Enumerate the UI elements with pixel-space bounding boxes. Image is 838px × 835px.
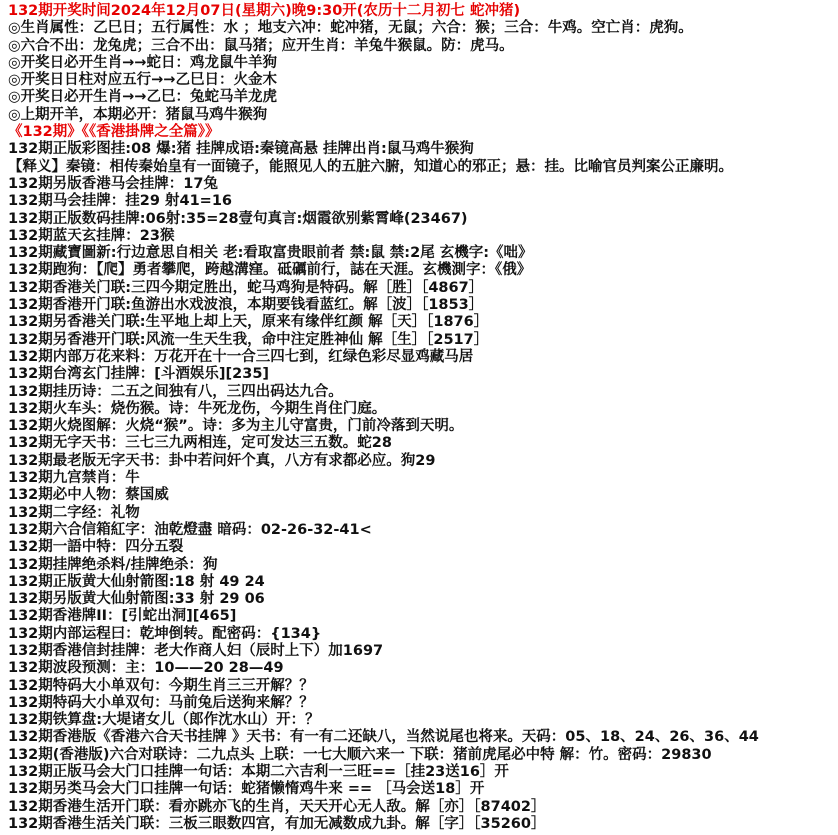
text-line: 132期内部运程曰：乾坤倒转。配密码：{134}	[8, 625, 322, 642]
text-line: 132期铁算盘:大堤诸女儿（郎作沈水山）开：？	[8, 712, 320, 729]
text-line: 【释义】秦镜：相传秦始皇有一面镜子，能照见人的五脏六腑，知道心的邪正；悬：挂。比喻官员判案公正廉明。	[8, 158, 733, 175]
text-line: 132期无字天书：三七三九两相连，定可发达三五数。蛇28	[8, 435, 392, 452]
text-line: 132期波段预测：主：10——20 28—49	[8, 660, 284, 677]
text-line: 132期挂历诗：二五之间独有八，三四出码达九合。	[8, 383, 343, 400]
text-line: 132期正版数码挂牌:06射:35=28壹句真言:烟霞欲别紫霄峰(23467)	[8, 210, 468, 227]
text-line: 132期正版彩图挂:08 爆:猪 挂牌成语:秦镜高悬 挂牌出肖:鼠马鸡牛猴狗	[8, 141, 474, 158]
text-line: 132期正版马会大门口挂牌一句话：本期二六吉利一三旺==［挂23送16］开	[8, 764, 509, 781]
must-open-zodiac-line: ◎开奖日必开生肖→→蛇日：鸡龙鼠牛羊狗	[8, 54, 277, 71]
text-line: 132期九宫禁肖：牛	[8, 470, 140, 487]
text-line: 132期香港关门联:三四今期定胜出，蛇马鸡狗是特码。解［胜］［4867］	[8, 279, 484, 296]
text-line: 132期香港版《香港六合天书挂牌 》天书：有一有二还缺八，当然说尾也将来。天码：05、18、24、26、36、44	[8, 729, 759, 746]
text-line: 132期跑狗：【爬】勇者攀爬，跨越溝窪。砥礪前行，誌在天涯。玄機測字：《俄》	[8, 262, 532, 279]
must-open-zodiac-line: ◎开奖日必开生肖→→乙巳：兔蛇马羊龙虎	[8, 89, 277, 106]
text-line: 132期蓝天玄挂牌：23猴	[8, 227, 175, 244]
text-line: 132期必中人物：蔡国威	[8, 487, 169, 504]
text-line: 132期台湾玄门挂牌：[斗酒娱乐][235]	[8, 366, 270, 383]
guapai-section-header: 《132期》《《香港掛牌之全篇》》	[8, 124, 220, 141]
text-line: 132期挂牌绝杀料/挂牌绝杀：狗	[8, 556, 218, 573]
text-line: 132期藏寶圖新:行边意思自相关 老:看取富贵眼前者 禁:鼠 禁:2尾 玄機字:《咄》	[8, 245, 533, 262]
text-line: 132期香港信封挂牌：老大作商人妇（辰时上下）加1697	[8, 642, 384, 659]
text-line: 132期另类马会大门口挂牌一句话：蛇猪懒惰鸡牛来 == ［马会送18］开	[8, 781, 485, 798]
text-line: 132期香港生活开门联：看亦跳亦飞的生肖，天天开心无人敌。解［亦］［87402］	[8, 798, 546, 815]
text-line: 132期马会挂牌：挂29 射41=16	[8, 193, 232, 210]
text-line: 132期二字经：礼物	[8, 504, 140, 521]
text-line: 132期香港牌II：[引蛇出洞][465]	[8, 608, 237, 625]
text-line: 132期火车头：烧伤猴。诗：牛死龙伤，今期生肖住门庭。	[8, 400, 387, 417]
text-line: 132期香港生活关门联：三板三眼数四宫，有加无减数成九卦。解［字］［35260］	[8, 815, 546, 832]
text-line: 132期(香港版)六合对联诗：二九点头 上联：一七大顺六来一 下联：猪前虎尾必中特 解：竹。密码：29830	[8, 746, 712, 763]
text-line: 132期香港开门联:鱼游出水戏波浪，本期要钱看蓝红。解［波］［1853］	[8, 297, 484, 314]
text-line: 132期正版黄大仙射箭图:18 射 49 24	[8, 573, 265, 590]
text-line: 132期另版黄大仙射箭图:33 射 29 06	[8, 591, 265, 608]
text-line: 132期内部万花来料：万花开在十一合三四七到，红绿色彩尽显鸡藏马居	[8, 348, 474, 365]
last-period-line: ◎上期开羊，本期必开：猪鼠马鸡牛猴狗	[8, 106, 268, 123]
zodiac-properties-line: ◎生肖属性：乙巳日；五行属性：水 ；地支六冲：蛇冲猪，无鼠；六合：猴；三合：牛鸡。空亡肖：虎狗。	[8, 20, 693, 37]
text-line: 132期特码大小单双句：马前兔后送狗来解？？	[8, 694, 314, 711]
text-line: 132期另香港开门联:风流一生天生我，命中注定胜神仙 解［生］［2517］	[8, 331, 489, 348]
text-line: 132期特码大小单双句：今期生肖三三开解？？	[8, 677, 314, 694]
liuhe-exclusion-line: ◎六合不出：龙兔虎；三合不出：鼠马猪；应开生肖：羊兔牛猴鼠。防：虎马。	[8, 37, 514, 54]
text-line: 132期火烧图解：火烧“猴”。诗：多为主儿守富贵，门前冷落到天明。	[8, 418, 464, 435]
text-line: 132期六合信箱紅字：油乾燈盡 暗码：02-26-32-41<	[8, 521, 372, 538]
five-elements-line: ◎开奖日日柱对应五行→→乙巳日：火金木	[8, 72, 277, 89]
text-line: 132期另版香港马会挂牌：17兔	[8, 175, 218, 192]
draw-time-header: 132期开奖时间2024年12月07日(星期六)晚9:30开(农历十二月初七 蛇冲猪)	[8, 3, 521, 19]
text-line: 132期一語中特：四分五裂	[8, 539, 184, 556]
text-line: 132期另香港关门联:生平地上却上天，原来有缘伴红颜 解［天］［1876］	[8, 314, 489, 331]
text-line: 132期最老版无字天书：卦中若问奸个真，八方有求都必应。狗29	[8, 452, 436, 469]
